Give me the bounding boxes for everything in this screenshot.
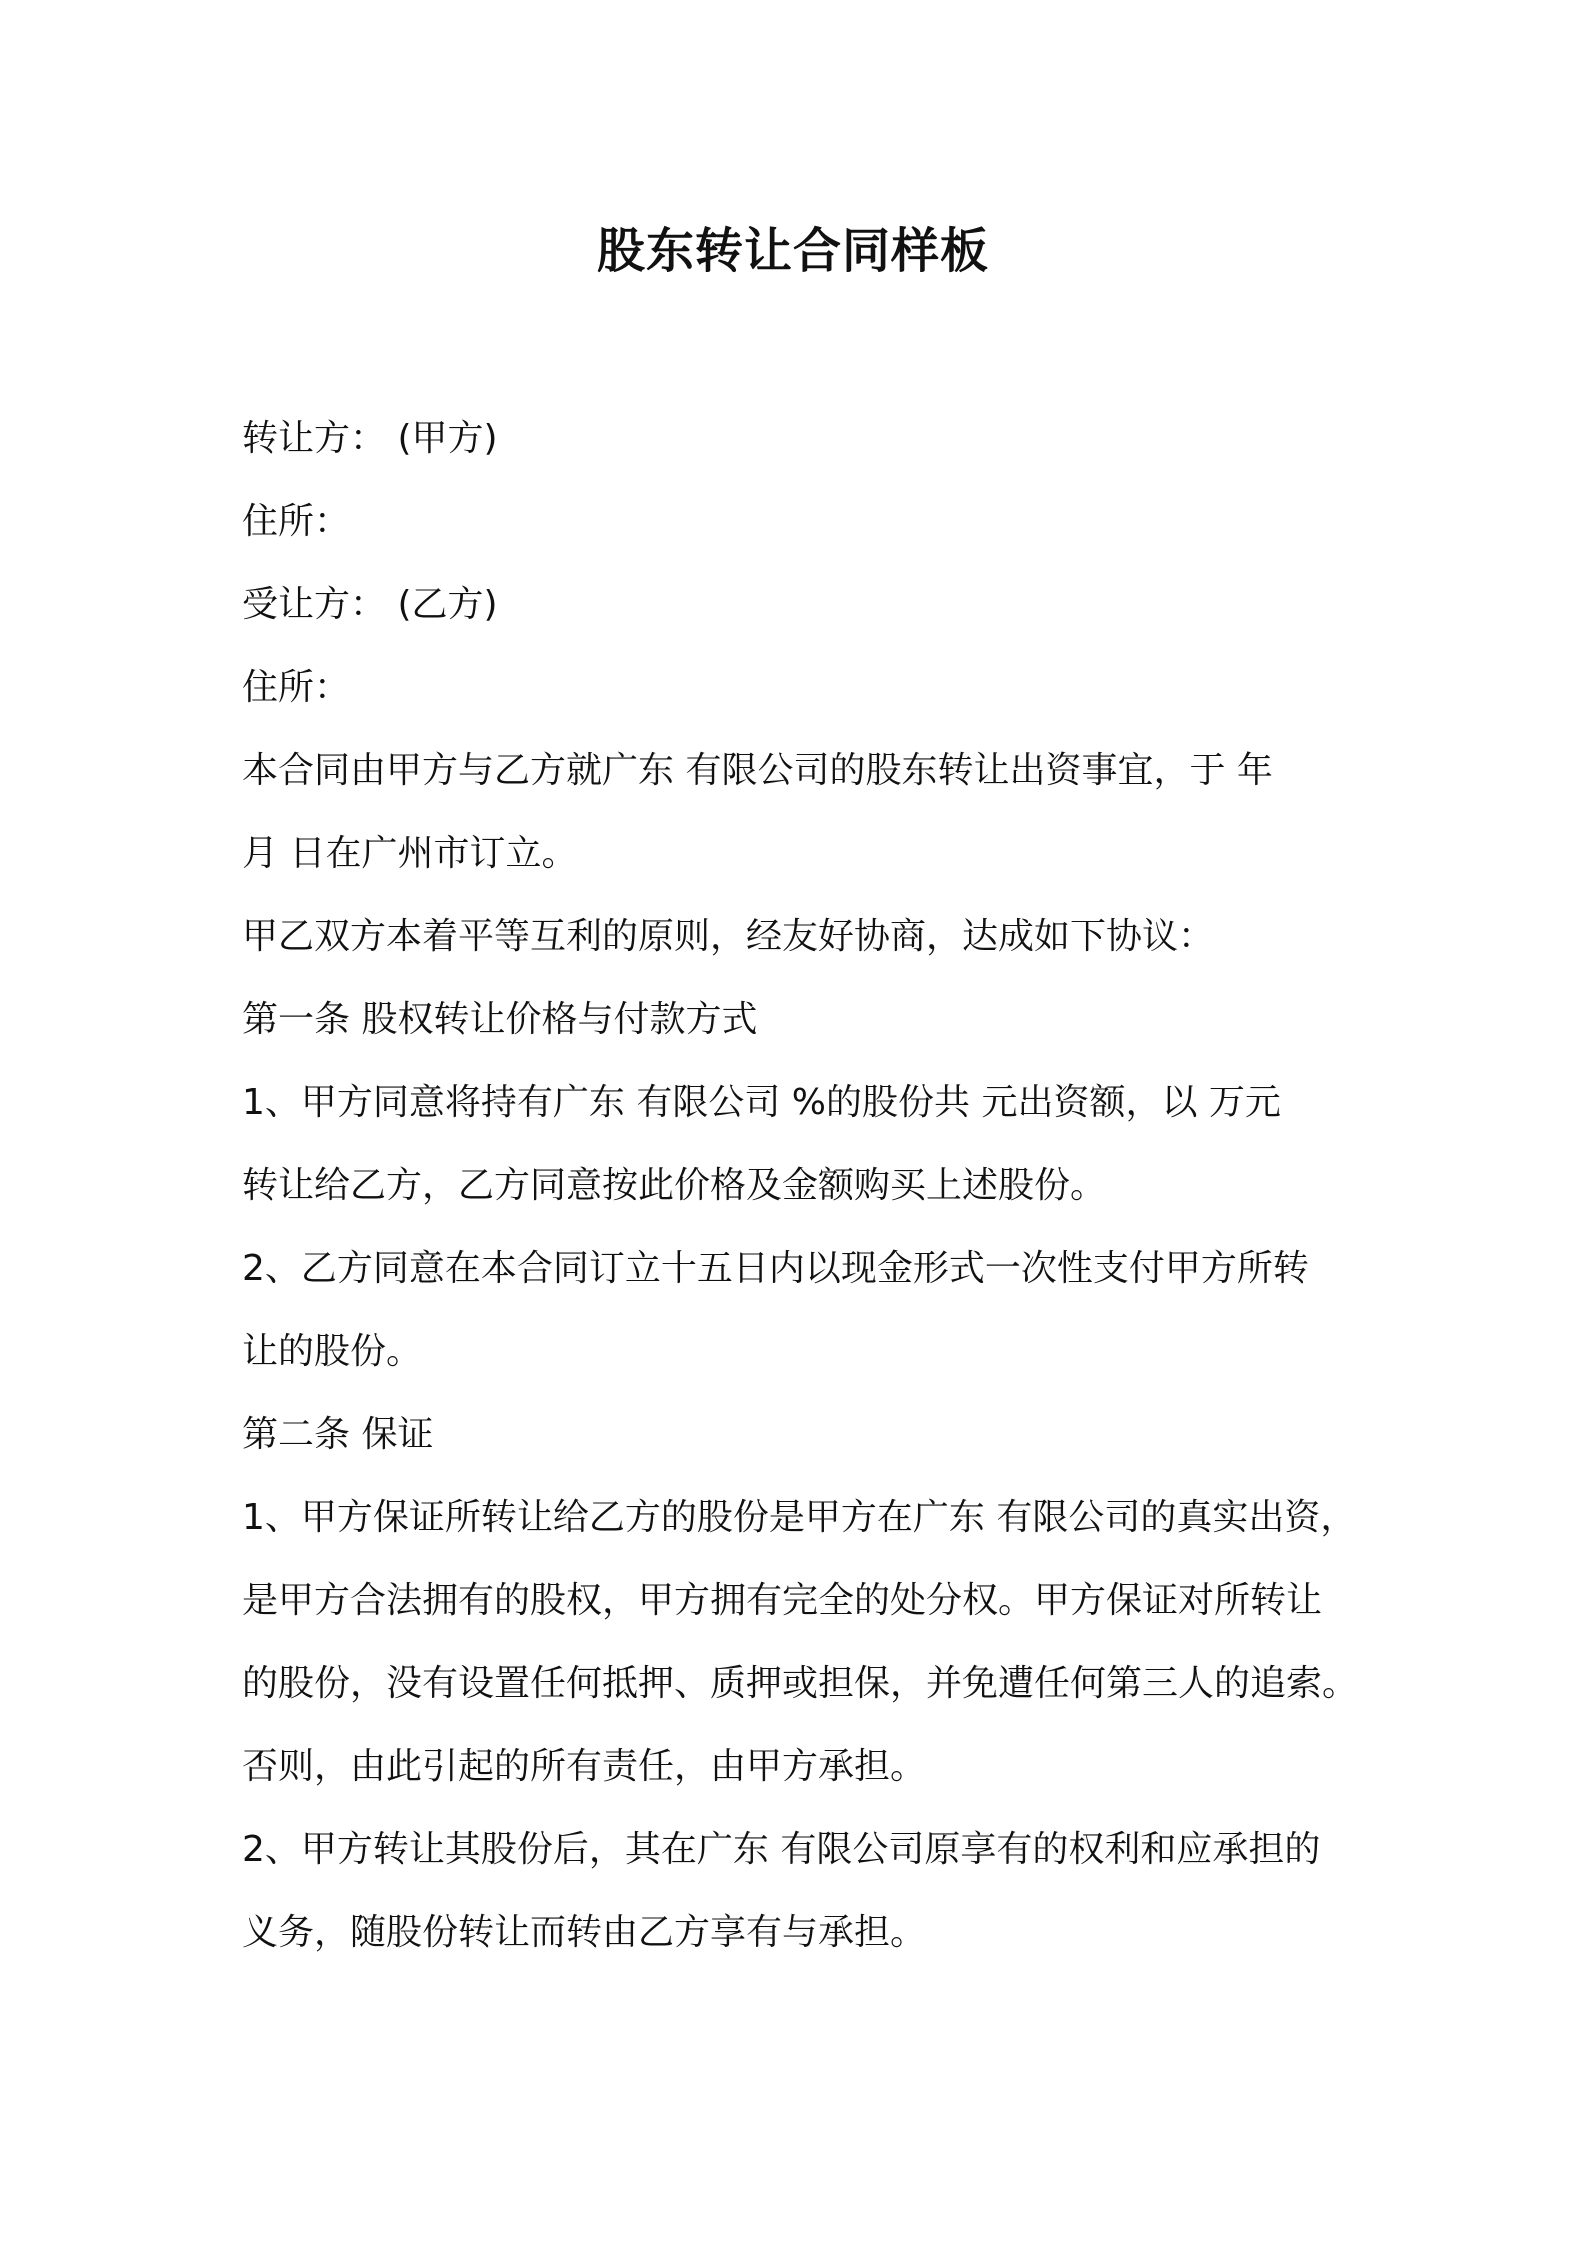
transferee-line: 受让方： (乙方) xyxy=(242,584,498,625)
agreement-statement: 甲乙双方本着平等互利的原则，经友好协商，达成如下协议： xyxy=(242,916,1215,957)
document-title: 股东转让合同样板 xyxy=(596,223,989,279)
article-1-heading: 第一条 股权转让价格与付款方式 xyxy=(242,999,758,1040)
article-2-clause-1-line-1: 1、甲方保证所转让给乙方的股份是甲方在广东 有限公司的真实出资， xyxy=(242,1497,1357,1538)
article-1-clause-2-line-2: 让的股份。 xyxy=(242,1331,423,1372)
intro-paragraph-line-1: 本合同由甲方与乙方就广东 有限公司的股东转让出资事宜，于 年 xyxy=(242,750,1273,791)
article-1-clause-1-line-2: 转让给乙方，乙方同意按此价格及金额购买上述股份。 xyxy=(242,1165,1107,1206)
transferor-address-line: 住所： xyxy=(242,501,351,542)
article-2-clause-1-line-2: 是甲方合法拥有的股权，甲方拥有完全的处分权。甲方保证对所转让 xyxy=(242,1580,1323,1621)
article-2-clause-2-line-2: 义务，随股份转让而转由乙方享有与承担。 xyxy=(242,1912,927,1953)
article-2-clause-2-line-1: 2、甲方转让其股份后，其在广东 有限公司原享有的权利和应承担的 xyxy=(242,1829,1321,1870)
transferor-line: 转让方： (甲方) xyxy=(242,418,498,459)
transferee-address-line: 住所： xyxy=(242,667,351,708)
article-2-clause-1-line-4: 否则，由此引起的所有责任，由甲方承担。 xyxy=(242,1746,927,1787)
article-1-clause-1-line-1: 1、甲方同意将持有广东 有限公司 %的股份共 元出资额，以 万元 xyxy=(242,1082,1281,1123)
intro-paragraph-line-2: 月 日在广州市订立。 xyxy=(242,833,578,874)
article-2-clause-1-line-3: 的股份，没有设置任何抵押、质押或担保，并免遭任何第三人的追索。 xyxy=(242,1663,1359,1704)
article-1-clause-2-line-1: 2、乙方同意在本合同订立十五日内以现金形式一次性支付甲方所转 xyxy=(242,1248,1309,1289)
article-2-heading: 第二条 保证 xyxy=(242,1414,434,1455)
